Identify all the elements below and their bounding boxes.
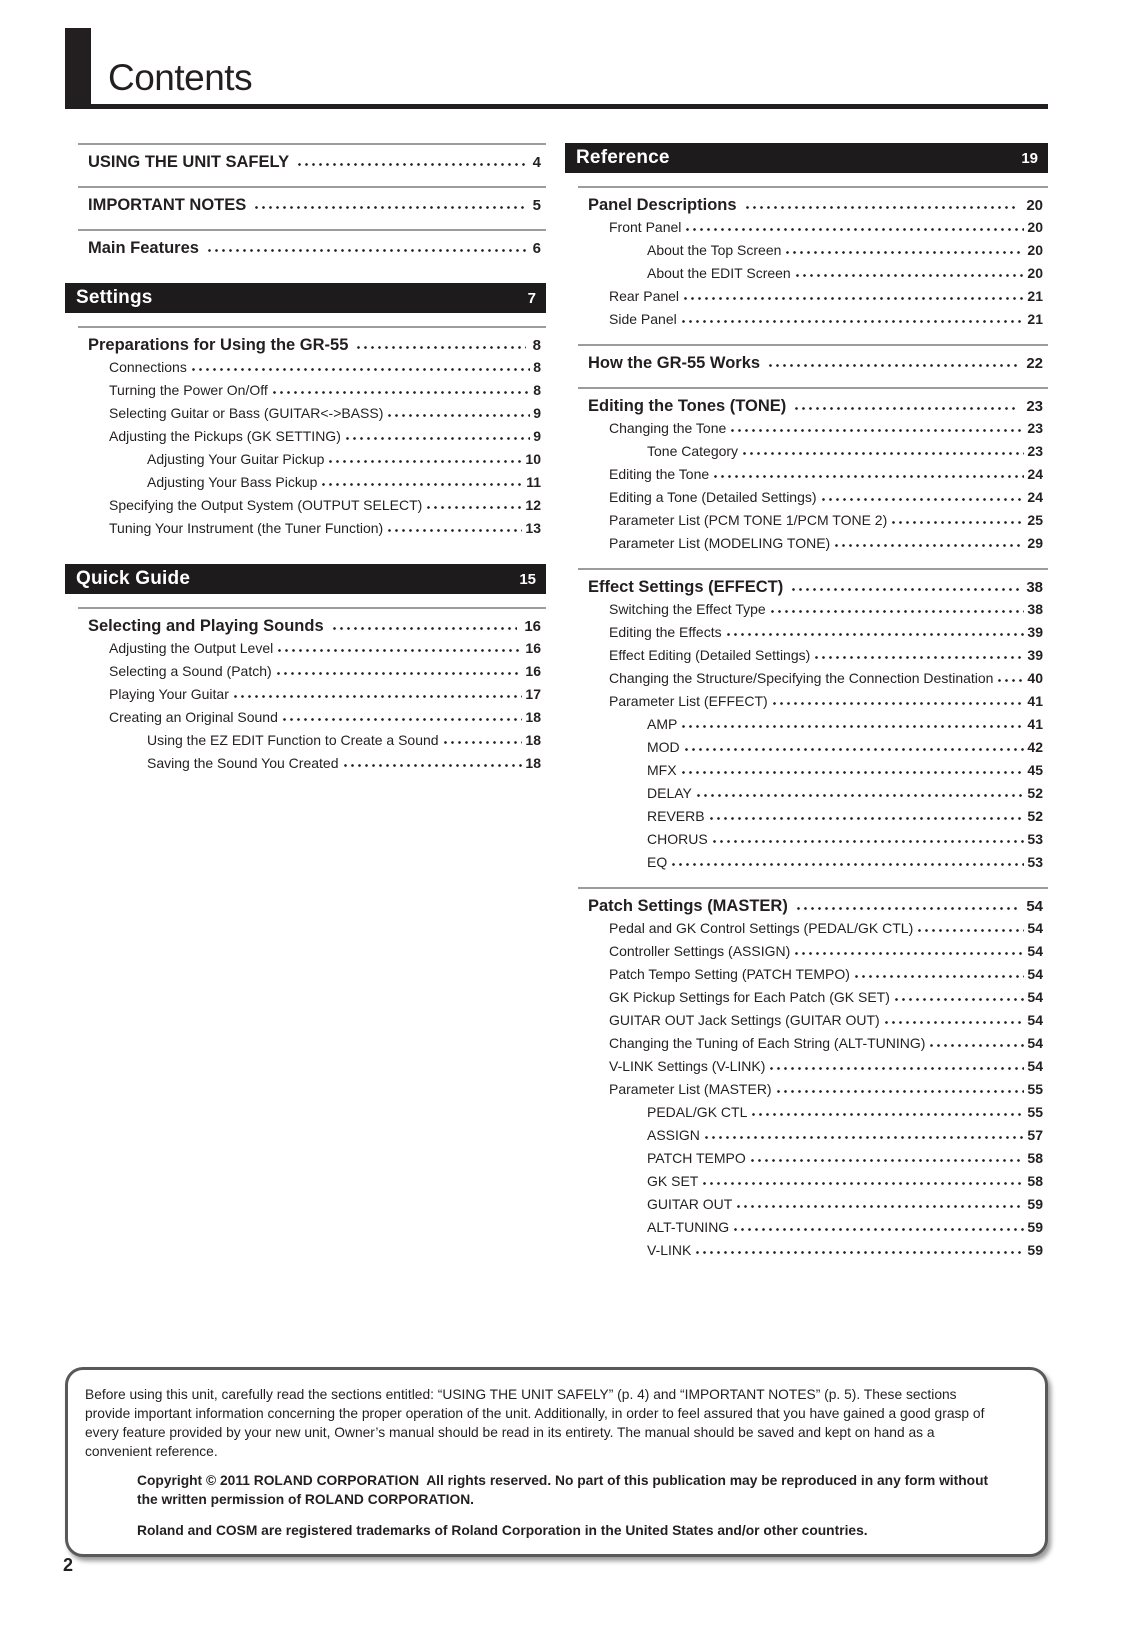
toc-entry-label: Selecting Guitar or Bass (GUITAR<->BASS) (109, 405, 384, 421)
toc-entry (578, 759, 1048, 782)
toc-entry-page-number: 20 (1026, 197, 1043, 214)
toc-entry-page-number: 29 (1027, 535, 1043, 551)
section-bar-title: Quick Guide (76, 568, 191, 589)
toc-entry (578, 667, 1048, 690)
dot-leader (750, 1112, 1024, 1117)
dot-leader (708, 816, 1025, 821)
toc-entry-label: EQ (647, 854, 668, 870)
toc-entry (578, 216, 1048, 239)
toc-entry-label: Rear Panel (609, 288, 680, 304)
toc-entry-page-number: 54 (1027, 943, 1043, 959)
dot-leader (790, 587, 1019, 592)
toc-entry-label: V-LINK (647, 1242, 692, 1258)
toc-entry-label: Main Features (88, 239, 199, 257)
toc-entry-label: GUITAR OUT (647, 1196, 733, 1212)
dot-leader (711, 839, 1025, 844)
toc-entry-label: USING THE UNIT SAFELY (88, 153, 290, 171)
dot-leader (320, 482, 523, 487)
page-number: 2 (63, 1555, 74, 1575)
dot-leader (355, 345, 525, 350)
toc-entry-page-number: 53 (1027, 854, 1043, 870)
toc-entry-page-number: 38 (1027, 601, 1043, 617)
section-bar-page-number: 19 (1021, 149, 1038, 167)
notice-trademark-text: Roland and COSM are registered trademarks of Roland Corporation in the United States and/or other countries. (137, 1523, 868, 1538)
toc-entry-label: Patch Settings (MASTER) (588, 897, 788, 915)
dot-leader (271, 390, 530, 395)
toc-entry-page-number: 10 (525, 451, 541, 467)
toc-entry (578, 262, 1048, 285)
dot-leader (732, 1227, 1024, 1232)
dot-leader (442, 740, 523, 745)
toc-entry-label: Creating an Original Sound (109, 709, 278, 725)
toc-entry-page-number: 41 (1027, 716, 1043, 732)
dot-leader (386, 528, 522, 533)
toc-entry (578, 690, 1048, 713)
page-header (65, 28, 1048, 109)
toc-entry-page-number: 18 (525, 709, 541, 725)
toc-entry-page-number: 8 (533, 359, 541, 375)
toc-entry (78, 637, 546, 660)
toc-entry-label: Changing the Structure/Specifying the Connection Destination (609, 670, 994, 686)
toc-entry (78, 326, 546, 356)
toc-entry-label: Adjusting Your Bass Pickup (147, 474, 318, 490)
toc-entry-page-number: 18 (525, 755, 541, 771)
toc-entry-label: About the Top Screen (647, 242, 782, 258)
toc-entry (578, 940, 1048, 963)
toc-entry-label: Parameter List (EFFECT) (609, 693, 768, 709)
toc-entry-page-number: 24 (1027, 489, 1043, 505)
toc-entry-label: AMP (647, 716, 678, 732)
toc-entry-label: PEDAL/GK CTL (647, 1104, 748, 1120)
toc-entry-page-number: 18 (525, 732, 541, 748)
toc-entry (578, 713, 1048, 736)
toc-entry-page-number: 13 (525, 520, 541, 536)
toc-entry-label: Panel Descriptions (588, 196, 737, 214)
toc-entry-page-number: 8 (532, 337, 541, 354)
toc-entry-label: Turning the Power On/Off (109, 382, 268, 398)
toc-entry-page-number: 45 (1027, 762, 1043, 778)
toc-entry-page-number: 59 (1027, 1219, 1043, 1235)
toc-entry (578, 1193, 1048, 1216)
toc-entry (578, 1101, 1048, 1124)
dot-leader (684, 227, 1024, 232)
toc-entry-label: Specifying the Output System (OUTPUT SELECT) (109, 497, 423, 513)
section-bar (565, 143, 1048, 173)
dot-leader (206, 248, 526, 253)
toc-entry (78, 752, 546, 775)
toc-entry (78, 379, 546, 402)
toc-entry-label: Adjusting the Output Level (109, 640, 274, 656)
toc-entry-label: Parameter List (PCM TONE 1/PCM TONE 2) (609, 512, 888, 528)
toc-entry (578, 805, 1048, 828)
toc-column-left (65, 143, 546, 775)
toc-entry (578, 344, 1048, 374)
toc-entry-label: Tuning Your Instrument (the Tuner Function) (109, 520, 384, 536)
dot-leader (701, 1181, 1024, 1186)
toc-entry-page-number: 59 (1027, 1196, 1043, 1212)
toc-entry-label: Selecting and Playing Sounds (88, 617, 324, 635)
toc-entry-label: Adjusting Your Guitar Pickup (147, 451, 325, 467)
toc-entry-label: Adjusting the Pickups (GK SETTING) (109, 428, 341, 444)
toc-entry (78, 517, 546, 540)
toc-entry (78, 402, 546, 425)
toc-entry-label: Selecting a Sound (Patch) (109, 663, 272, 679)
toc-entry-label: Effect Settings (EFFECT) (588, 578, 784, 596)
notice-box (65, 1367, 1048, 1557)
dot-leader (683, 747, 1025, 752)
toc-entry-page-number: 16 (525, 663, 541, 679)
dot-leader (703, 1135, 1025, 1140)
dot-leader (344, 436, 530, 441)
toc-entry-page-number: 11 (526, 474, 541, 490)
dot-leader (680, 319, 1025, 324)
toc-entry-page-number: 22 (1026, 355, 1043, 372)
dot-leader (795, 906, 1019, 911)
dot-leader (682, 296, 1024, 301)
dot-leader (775, 1089, 1025, 1094)
toc-entry (578, 644, 1048, 667)
toc-entry-page-number: 39 (1027, 624, 1043, 640)
toc-entry-page-number: 20 (1027, 265, 1043, 281)
toc-entry-page-number: 23 (1027, 420, 1043, 436)
toc-entry-page-number: 58 (1027, 1173, 1043, 1189)
toc-entry-page-number: 54 (1027, 920, 1043, 936)
toc-entry (78, 683, 546, 706)
dot-leader (769, 609, 1025, 614)
toc-entry-label: PATCH TEMPO (647, 1150, 746, 1166)
dot-leader (893, 997, 1025, 1002)
dot-leader (281, 717, 523, 722)
dot-leader (793, 406, 1019, 411)
dot-leader (680, 770, 1025, 775)
toc-entry-page-number: 16 (524, 618, 541, 635)
toc-entry (578, 568, 1048, 598)
toc-entry-label: GUITAR OUT Jack Settings (GUITAR OUT) (609, 1012, 880, 1028)
toc-entry-label: Tone Category (647, 443, 739, 459)
toc-entry (578, 1055, 1048, 1078)
toc-entry-page-number: 54 (1026, 898, 1043, 915)
dot-leader (670, 862, 1024, 867)
toc-entry-page-number: 20 (1027, 219, 1043, 235)
toc-entry-label: Playing Your Guitar (109, 686, 229, 702)
toc-entry (578, 440, 1048, 463)
toc-entry-page-number: 17 (525, 686, 541, 702)
toc-entry (578, 963, 1048, 986)
toc-entry (578, 986, 1048, 1009)
toc-entry-label: Switching the Effect Type (609, 601, 766, 617)
dot-leader (253, 205, 525, 210)
dot-leader (794, 273, 1025, 278)
toc-entry-label: GK Pickup Settings for Each Patch (GK SET) (609, 989, 890, 1005)
toc-entry (78, 607, 546, 637)
toc-entry-label: Using the EZ EDIT Function to Create a Sound (147, 732, 439, 748)
toc-entry (78, 660, 546, 683)
toc-entry (578, 736, 1048, 759)
toc-entry (578, 828, 1048, 851)
toc-entry (578, 486, 1048, 509)
section-bar-page-number: 7 (527, 289, 536, 307)
dot-leader (695, 793, 1025, 798)
toc-entry-page-number: 54 (1027, 1035, 1043, 1051)
toc-entry-page-number: 54 (1027, 1058, 1043, 1074)
toc-entry (578, 186, 1048, 216)
notice-intro-text: Before using this unit, carefully read the sections entitled: “USING THE UNIT SAFELY” (p. 4) and “IMPORTANT NOTES” (p. 5). These sections provide important information concerning the proper operation of the unit. Additionally, in order to feel assured that you have gained a good grasp of every feature provided by your new unit, Owner’s manual should be read in its entirety. The manual should be saved and kept on hand as a convenient reference. (85, 1387, 985, 1459)
toc-entry-label: Preparations for Using the GR-55 (88, 336, 349, 354)
dot-leader (771, 701, 1025, 706)
dot-leader (749, 1158, 1025, 1163)
toc-entry-page-number: 21 (1027, 288, 1043, 304)
dot-leader (386, 413, 530, 418)
toc-entry (78, 729, 546, 752)
toc-entry-page-number: 25 (1027, 512, 1043, 528)
toc-entry-label: Parameter List (MASTER) (609, 1081, 772, 1097)
dot-leader (425, 505, 522, 510)
toc-entry-page-number: 23 (1027, 443, 1043, 459)
toc-entry-page-number: 20 (1027, 242, 1043, 258)
dot-leader (853, 974, 1024, 979)
dot-leader (767, 363, 1019, 368)
dot-leader (276, 648, 522, 653)
dot-leader (833, 543, 1024, 548)
toc-entry-label: Saving the Sound You Created (147, 755, 339, 771)
dot-leader (813, 655, 1024, 660)
toc-entry-label: IMPORTANT NOTES (88, 196, 247, 214)
toc-columns (65, 143, 1048, 1262)
toc-entry-label: Front Panel (609, 219, 682, 235)
toc-entry-page-number: 41 (1027, 693, 1043, 709)
toc-entry-label: Pedal and GK Control Settings (PEDAL/GK CTL) (609, 920, 914, 936)
toc-entry (578, 1239, 1048, 1262)
toc-entry (578, 1032, 1048, 1055)
toc-entry (78, 706, 546, 729)
toc-entry-label: Effect Editing (Detailed Settings) (609, 647, 811, 663)
toc-entry-label: Editing the Effects (609, 624, 722, 640)
toc-entry-page-number: 16 (525, 640, 541, 656)
section-bar-title: Settings (76, 287, 153, 308)
toc-column-right (565, 143, 1048, 1262)
dot-leader (883, 1020, 1025, 1025)
dot-leader (232, 694, 523, 699)
toc-entry (578, 509, 1048, 532)
toc-entry (578, 1147, 1048, 1170)
toc-entry-label: DELAY (647, 785, 692, 801)
dot-leader (275, 671, 523, 676)
dot-leader (820, 497, 1025, 502)
toc-entry-label: Changing the Tuning of Each String (ALT-TUNING) (609, 1035, 926, 1051)
toc-entry (78, 471, 546, 494)
toc-entry-label: CHORUS (647, 831, 708, 847)
toc-entry (78, 356, 546, 379)
title-tab-bar (65, 28, 91, 104)
toc-entry (578, 917, 1048, 940)
toc-entry (578, 532, 1048, 555)
toc-entry-page-number: 58 (1027, 1150, 1043, 1166)
dot-leader (342, 763, 523, 768)
toc-entry (578, 417, 1048, 440)
toc-entry (578, 598, 1048, 621)
toc-entry-label: Editing a Tone (Detailed Settings) (609, 489, 817, 505)
toc-entry-page-number: 55 (1027, 1104, 1043, 1120)
toc-entry-page-number: 52 (1027, 808, 1043, 824)
toc-entry (78, 229, 546, 259)
toc-entry (578, 1009, 1048, 1032)
toc-entry-page-number: 38 (1026, 579, 1043, 596)
toc-entry-page-number: 40 (1027, 670, 1043, 686)
toc-entry (78, 448, 546, 471)
toc-entry-label: Parameter List (MODELING TONE) (609, 535, 831, 551)
dot-leader (296, 162, 526, 167)
toc-entry-label: MOD (647, 739, 680, 755)
toc-entry-page-number: 57 (1027, 1127, 1043, 1143)
toc-entry (578, 782, 1048, 805)
dot-leader (729, 428, 1024, 433)
toc-entry-page-number: 54 (1027, 1012, 1043, 1028)
dot-leader (327, 459, 522, 464)
page-title: Contents (108, 57, 253, 98)
dot-leader (741, 451, 1024, 456)
dot-leader (694, 1250, 1024, 1255)
toc-entry-page-number: 12 (525, 497, 541, 513)
toc-entry-label: Side Panel (609, 311, 677, 327)
toc-entry (78, 494, 546, 517)
dot-leader (768, 1066, 1024, 1071)
toc-entry-label: REVERB (647, 808, 705, 824)
toc-entry (578, 387, 1048, 417)
toc-entry-label: V-LINK Settings (V-LINK) (609, 1058, 766, 1074)
section-bar-title: Reference (576, 147, 670, 168)
dot-leader (725, 632, 1025, 637)
dot-leader (712, 474, 1024, 479)
toc-entry (578, 463, 1048, 486)
section-bar-page-number: 15 (519, 570, 536, 588)
toc-entry-label: Patch Tempo Setting (PATCH TEMPO) (609, 966, 850, 982)
toc-entry-page-number: 42 (1027, 739, 1043, 755)
toc-entry-page-number: 8 (533, 382, 541, 398)
toc-entry-page-number: 9 (533, 405, 541, 421)
toc-entry (578, 1078, 1048, 1101)
toc-entry-label: Changing the Tone (609, 420, 727, 436)
section-bar (65, 283, 546, 313)
toc-entry (578, 1216, 1048, 1239)
section-bar (65, 564, 546, 594)
toc-entry-page-number: 4 (532, 154, 541, 171)
toc-entry-label: Connections (109, 359, 187, 375)
dot-leader (916, 928, 1024, 933)
toc-entry (578, 285, 1048, 308)
toc-entry-page-number: 53 (1027, 831, 1043, 847)
toc-entry (578, 851, 1048, 874)
toc-entry-label: ASSIGN (647, 1127, 700, 1143)
toc-entry-label: ALT-TUNING (647, 1219, 730, 1235)
toc-entry-page-number: 6 (532, 240, 541, 257)
dot-leader (784, 250, 1024, 255)
toc-entry-page-number: 23 (1026, 398, 1043, 415)
toc-entry-page-number: 39 (1027, 647, 1043, 663)
toc-entry-label: How the GR-55 Works (588, 354, 761, 372)
toc-entry-label: Editing the Tones (TONE) (588, 397, 787, 415)
toc-entry-label: MFX (647, 762, 677, 778)
toc-entry-label: Editing the Tone (609, 466, 710, 482)
dot-leader (793, 951, 1024, 956)
toc-entry-page-number: 59 (1027, 1242, 1043, 1258)
toc-entry-label: Controller Settings (ASSIGN) (609, 943, 791, 959)
dot-leader (744, 205, 1020, 210)
toc-entry-page-number: 24 (1027, 466, 1043, 482)
dot-leader (890, 520, 1024, 525)
toc-entry-page-number: 21 (1027, 311, 1043, 327)
dot-leader (996, 678, 1024, 683)
toc-entry-page-number: 9 (533, 428, 541, 444)
toc-entry (578, 1170, 1048, 1193)
toc-entry (78, 143, 546, 173)
notice-copyright-text: Copyright © 2011 ROLAND CORPORATION All rights reserved. No part of this publication may be reproduced in any form without the written permission of ROLAND CORPORATION. (137, 1473, 989, 1507)
toc-entry-page-number: 54 (1027, 989, 1043, 1005)
toc-entry (578, 308, 1048, 331)
toc-entry (578, 621, 1048, 644)
toc-entry-label: GK SET (647, 1173, 699, 1189)
toc-entry (578, 887, 1048, 917)
toc-entry-page-number: 52 (1027, 785, 1043, 801)
dot-leader (928, 1043, 1024, 1048)
toc-entry (78, 186, 546, 216)
toc-entry (78, 425, 546, 448)
toc-entry-page-number: 55 (1027, 1081, 1043, 1097)
dot-leader (331, 626, 518, 631)
toc-entry (578, 239, 1048, 262)
dot-leader (735, 1204, 1024, 1209)
toc-entry-page-number: 54 (1027, 966, 1043, 982)
toc-entry-page-number: 5 (532, 197, 541, 214)
dot-leader (190, 367, 530, 372)
toc-entry-label: About the EDIT Screen (647, 265, 791, 281)
toc-entry (578, 1124, 1048, 1147)
dot-leader (680, 724, 1024, 729)
